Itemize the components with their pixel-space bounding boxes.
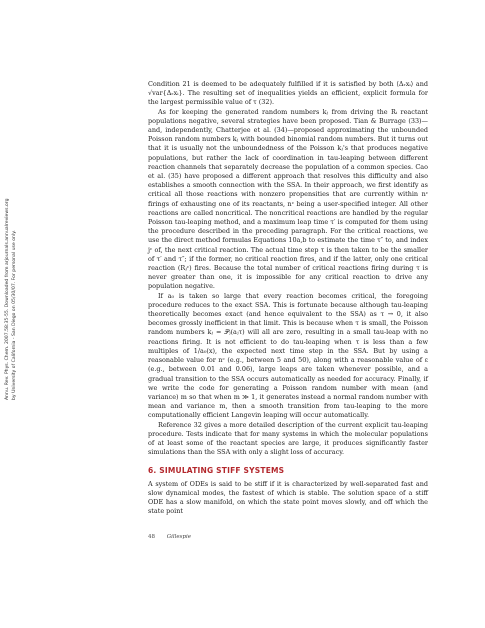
paragraph-stiff-systems: A system of ODEs is said to be stiff if it is characterized by well-separated fast and slow dynamical modes, the fastest of which is stable. The solution space of a stiff ODE has a slow manifold, on which the state point moves slowly, and off which the state point [148,479,428,516]
paragraph-reference-32: Reference 32 gives a more detailed description of the current explicit tau-leaping procedure. Tests indicate that for many systems in which the molecular populations of at least some of the reactant species are large, it produces significantly faster simulations than the SSA with only a slight loss of accuracy. [148,420,428,457]
download-notice-sidebar [4,150,28,400]
running-head: Gillespie [166,534,192,540]
page-footer [148,534,191,540]
section-heading: 6. SIMULATING STIFF SYSTEMS [148,466,285,476]
paragraph-condition-21: Condition 21 is deemed to be adequately fulfilled if it is satisfied by both ⟨Δᵣxᵢ⟩ and √var{Δᵣxᵢ}. The resulting set of inequalities yields an efficient, explicit formula for the largest permissible value of τ (32). [148,80,428,107]
page-body [148,80,428,516]
download-notice-line-2: by University of California - San Diego on 05/30/07. For personal use only. [12,230,17,400]
page-number: 48 [148,534,155,540]
paragraph-negative-populations: As for keeping the generated random numbers kⱼ from driving the Rᵢ reactant populations negative, several strategies have been proposed. Tian & Burrage (33)—and, independently, Chatterjee et al. (34)—proposed approximating the unbounded Poisson random numbers kⱼ with bounded binomial random numbers. But it turns out that it is usually not the unboundedness of the Poisson kⱼ's that produces negative populations, but rather the lack of coordination in tau-leaping between different reaction channels that separately decrease the population of a common species. Cao et al. (35) have proposed a different approach that resolves this difficulty and also establishes a smooth connection with the SSA. In their approach, we first identify as critical all those reactions with nonzero propensities that are currently within nᶜ firings of exhausting one of its reactants, nᶜ being a user-specified integer. All other reactions are called noncritical. The noncritical reactions are handled by the regular Poisson tau-leaping method, and a maximum leap time τ′ is computed for them using the procedure described in the preceding paragraph. For the critical reactions, we use the direct method formulas Equations 10a,b to estimate the time τ″ to, and index jᶜ of, the next critical reaction. The actual time step τ is then taken to be the smaller of τ′ and τ″; if the former, no critical reaction fires, and if the latter, only one critical reaction (Rⱼᶜ) fires. Because the total number of critical reactions firing during τ is never greater than one, it is impossible for any critical reaction to drive any population negative. [148,107,428,291]
download-notice-line-1: Annu. Rev. Phys. Chem. 2007.58:35-55. Downloaded from arjournals.annualreviews.org [5,198,10,400]
paragraph-ssa-transition: If a₀ is taken so large that every reaction becomes critical, the foregoing procedure reduces to the exact SSA. This is fortunate because although tau-leaping theoretically becomes exact (and hence equivalent to the SSA) as τ → 0, it also becomes grossly inefficient in that limit. This is because when τ is small, the Poisson random numbers kⱼ = 𝒫ⱼ(aⱼτ) will all are zero, resulting in a small tau-leap with no reactions firing. It is not efficient to do tau-leaping when τ is less than a few multiples of 1/a₀(x), the expected next time step in the SSA. But by using a reasonable value for nᶜ (e.g., between 5 and 50), along with a reasonable value of ε (e.g., between 0.01 and 0.06), large leaps are taken whenever possible, and a gradual transition to the SSA occurs automatically as needed for accuracy. Finally, if we write the code for generating a Poisson random number with mean (and variance) m so that when m ≫ 1, it generates instead a normal random number with mean and variance m, then a smooth transition from tau-leaping to the more computationally efficient Langevin leaping will occur automatically. [148,291,428,420]
